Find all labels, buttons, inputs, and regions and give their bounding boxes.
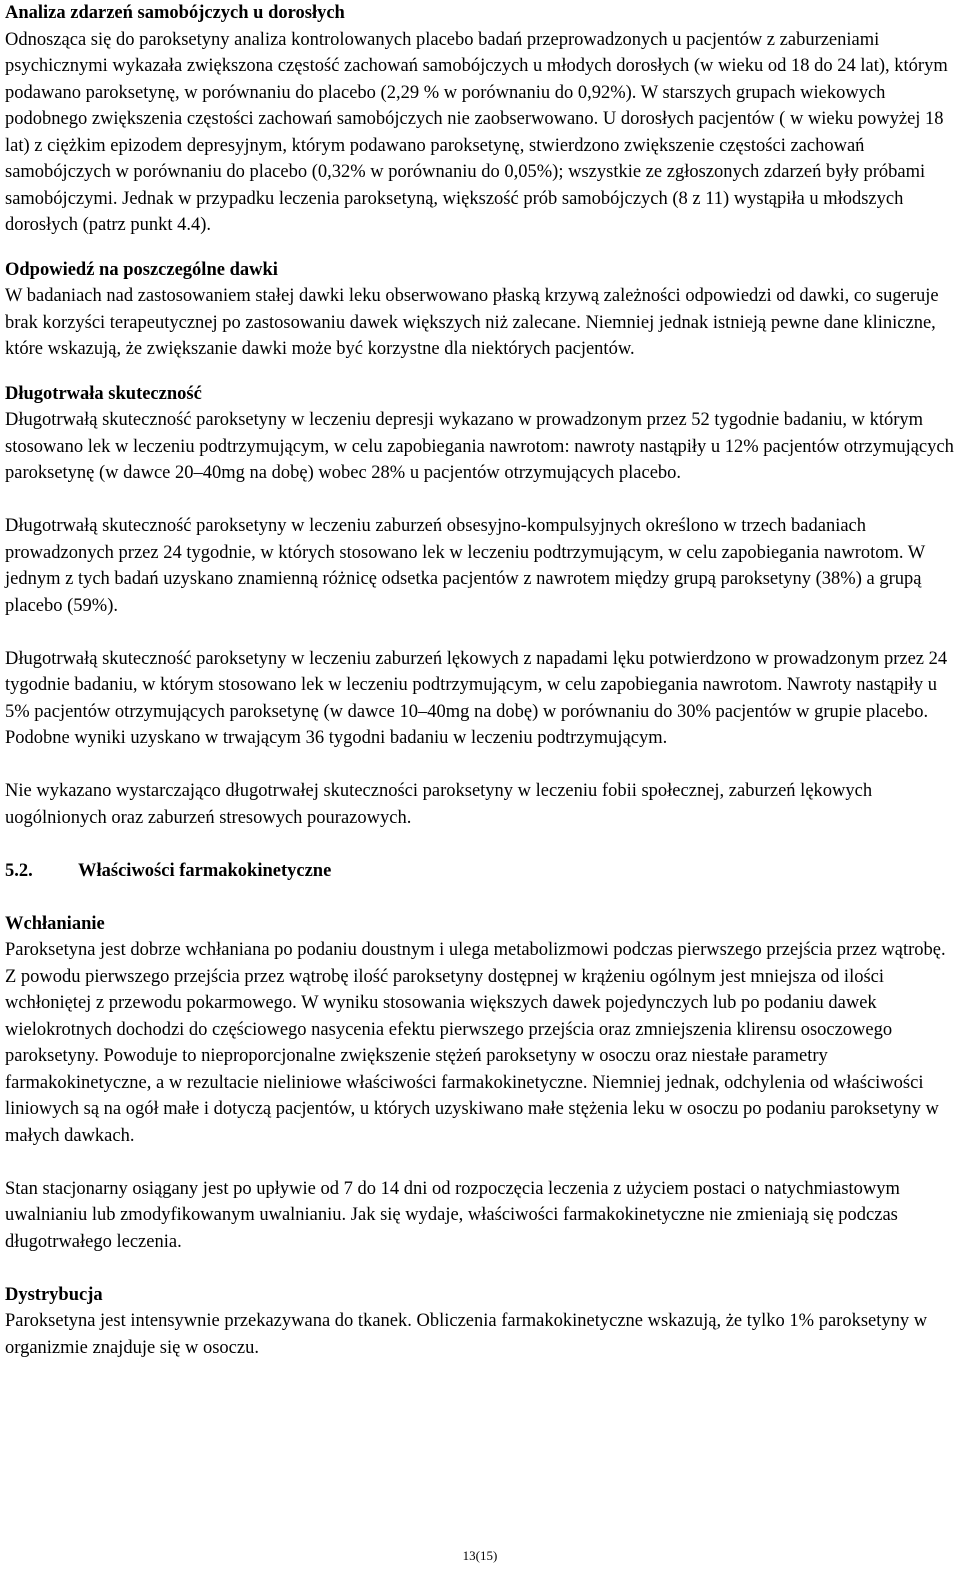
paragraph: Długotrwałą skuteczność paroksetyny w leczeniu zaburzeń lękowych z napadami lęku potwierdzono w prowadzonym przez 24 tygodnie badaniu, w którym stosowano lek w leczeniu podtrzymującym, w celu zapobiegania nawrotom. Nawroty nastąpiły u 5% pacjentów otrzymujących paroksetynę (w dawce 10–40mg na dobę) w porównaniu do 30% pacjentów w grupie placebo. Podobne wyniki uzyskano w trwającym 36 tygodni badaniu w leczeniu podtrzymującym. [5,648,948,748]
section-title: Właściwości farmakokinetyczne [78,860,332,881]
document-page [5,0,955,1361]
section-distribution [5,1282,955,1362]
section-heading: Analiza zdarzeń samobójczych u dorosłych [5,3,345,23]
paragraph: Długotrwałą skuteczność paroksetyny w leczeniu zaburzeń obsesyjno-kompulsyjnych określono w trzech badaniach prowadzonych przez 24 tygodnie, w których stosowano lek w leczeniu podtrzymującym, w celu zapobiegania nawrotom. W jednym z tych badań uzyskano znamienną różnicę odsetka pacjentów z nawrotem między grupą paroksetyny (38%) a grupą placebo (59%). [5,516,925,616]
section-heading: Wchłanianie [5,913,105,934]
section-heading: Dystrybucja [5,1284,103,1305]
paragraph: Stan stacjonarny osiągany jest po upływie od 7 do 14 dni od rozpoczęcia leczenia z użyciem postaci o natychmiastowym uwalnianiu lub zmodyfikowanym uwalnianiu. Jak się wydaje, właściwości farmakokinetyczne nie zmieniają się podczas długotrwałego leczenia. [5,1178,900,1252]
section-absorption [5,911,955,1256]
section-number: 5.2. [5,860,33,881]
section-heading: Długotrwała skuteczność [5,383,202,404]
paragraph: Odnosząca się do paroksetyny analiza kontrolowanych placebo badań przeprowadzonych u pacjentów z zaburzeniami psychicznymi wykazała zwiększona częstość zachowań samobójczych u młodych dorosłych (w wieku od 18 do 24 lat), którym podawano paroksetynę, w porównaniu do placebo (2,29 % w porównaniu do 0,92%). W starszych grupach wiekowych podobnego zwiększenia częstości zachowań samobójczych nie zaobserwowano. U dorosłych pacjentów ( w wieku powyżej 18 lat) z ciężkim epizodem depresyjnym, którym podawano paroksetynę, stwierdzono zwiększenie częstości zachowań samobójczych w porównaniu do placebo (0,32% w porównaniu do 0,05%); wszystkie ze zgłoszonych zdarzeń były próbami samobójczymi. Jednak w przypadku leczenia paroksetyną, większość prób samobójczych (8 z 11) wystąpiła u młodszych dorosłych (patrz punkt 4.4). [5,29,948,235]
paragraph: W badaniach nad zastosowaniem stałej dawki leku obserwowano płaską krzywą zależności odpowiedzi od dawki, co sugeruje brak korzyści terapeutycznej po zastosowaniu dawek większych niż zalecane. Niemniej jednak istnieją pewne dane kliniczne, które wskazują, że zwiększanie dawki może być korzystne dla niektórych pacjentów. [5,286,939,359]
paragraph: Nie wykazano wystarczająco długotrwałej skuteczności paroksetyny w leczeniu fobii społecznej, zaburzeń lękowych uogólnionych oraz zaburzeń stresowych pourazowych. [5,781,873,828]
paragraph: Paroksetyna jest dobrze wchłaniana po podaniu doustnym i ulega metabolizmowi podczas pierwszego przejścia przez wątrobę. Z powodu pierwszego przejścia przez wątrobę ilość paroksetyny dostępnej w krążeniu ogólnym jest mniejsza od ilości wchłoniętej z przewodu pokarmowego. W wyniku stosowania większych dawek pojedynczych lub po podaniu dawek wielokrotnych dochodzi do częściowego nasycenia efektu pierwszego przejścia oraz zmniejszenia klirensu osoczowego paroksetyny. Powoduje to nieproporcjonalne zwiększenie stężeń paroksetyny w osoczu oraz niestałe parametry farmakokinetyczne, a w rezultacie nieliniowe właściwości farmakokinetyczne. Niemniej jednak, odchylenia od właściwości liniowych są na ogół małe i dotyczą pacjentów, u których uzyskiwano małe stężenia leku w osoczu po podaniu paroksetyny w małych dawkach. [5,940,946,1146]
section-long-term-efficacy [5,381,955,832]
page-number: 13(15) [462,1548,498,1563]
section-dose-response [5,257,955,363]
paragraph: Długotrwałą skuteczność paroksetyny w leczeniu depresji wykazano w prowadzonym przez 52 tygodnie badaniu, w którym stosowano lek w leczeniu podtrzymującym, w celu zapobiegania nawrotom: nawroty nastąpiły u 12% pacjentów otrzymujących paroksetynę (w dawce 20–40mg na dobę) wobec 28% u pacjentów otrzymujących placebo. [5,410,954,483]
section-suicide-analysis [5,0,955,239]
section-number-heading [5,858,955,885]
section-heading: Odpowiedź na poszczególne dawki [5,259,278,280]
paragraph: Paroksetyna jest intensywnie przekazywana do tkanek. Obliczenia farmakokinetyczne wskazują, że tylko 1% paroksetyny w organizmie znajduje się w osoczu. [5,1311,928,1358]
